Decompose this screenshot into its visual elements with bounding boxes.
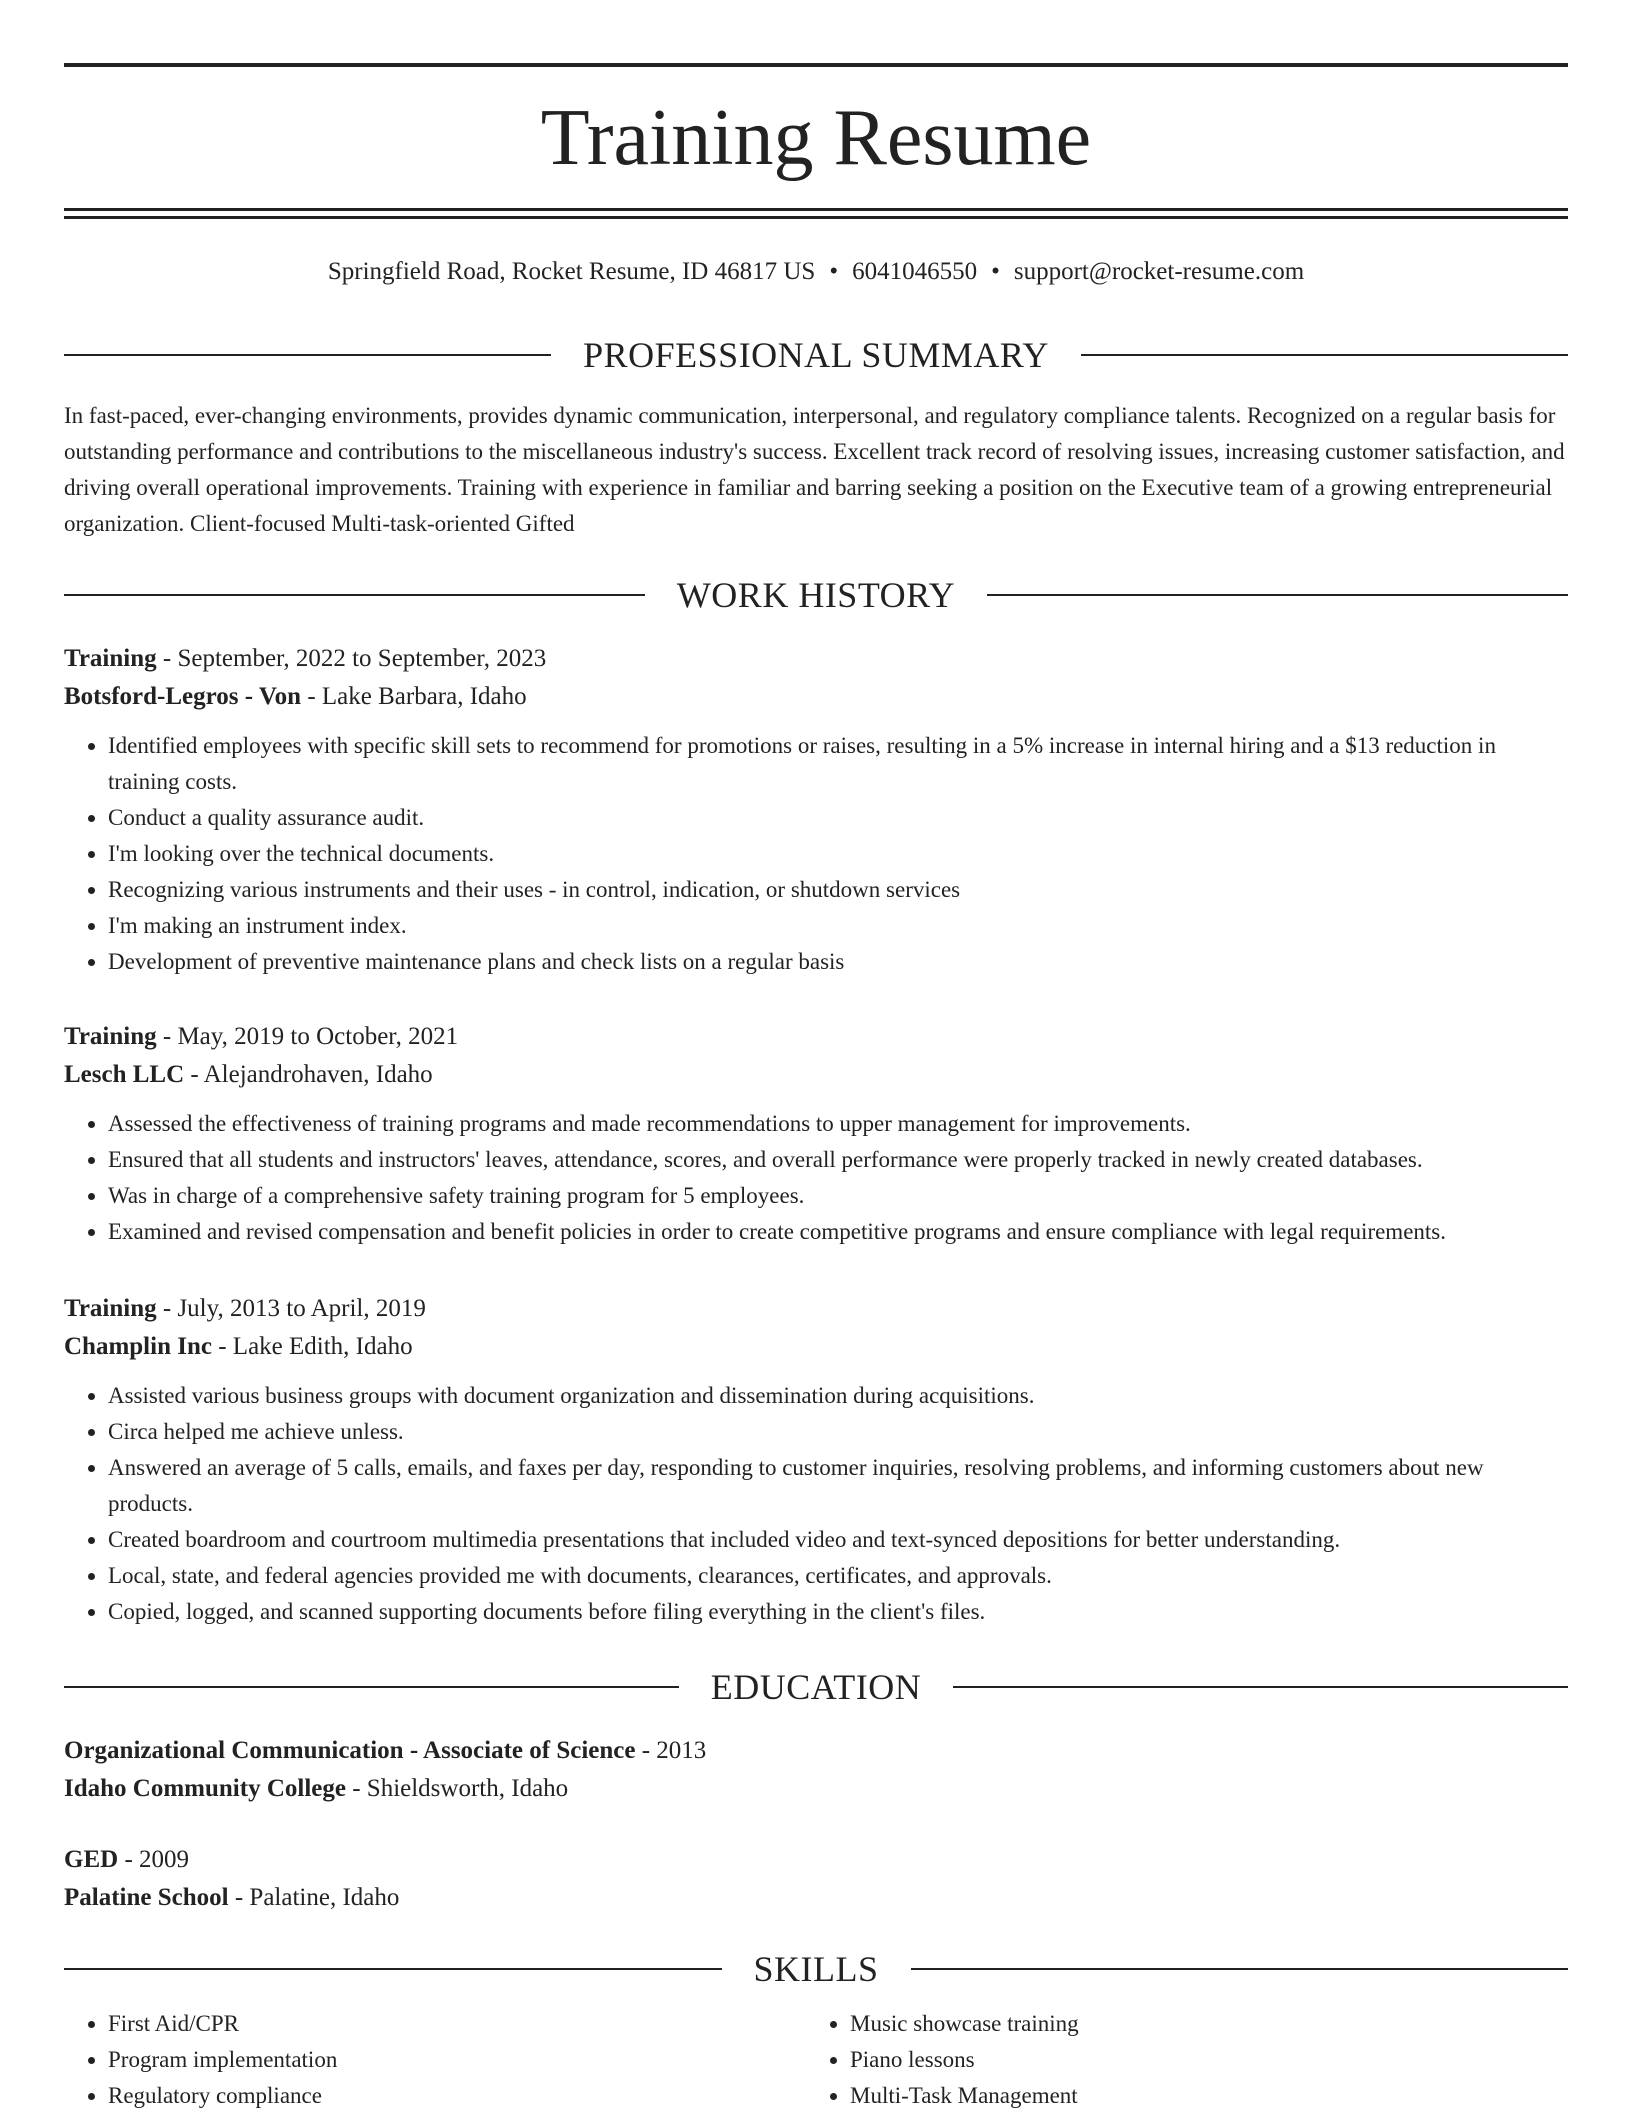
- list-item: • Multi-Task Management: [850, 2078, 1548, 2114]
- list-item: • Piano lessons: [850, 2042, 1548, 2078]
- list-item: • Created boardroom and courtroom multimedia presentations that included video and text-synced depositions for better understanding.: [108, 1522, 1568, 1558]
- education-degree-line: [64, 1841, 1568, 1879]
- education-degree: Organizational Communication - Associate of Science: [64, 1737, 636, 1764]
- job-company: Champlin Inc: [64, 1333, 212, 1360]
- summary-text: In fast-paced, ever-changing environments, provides dynamic communication, interpersonal, and regulatory compliance talents. Recognized on a regular basis for outstanding performance and contributions to the miscellaneous industry's success. Excellent track record of resolving issues, increasing customer satisfaction, and driving overall operational improvements. Training with experience in familiar and barring seeking a position on the Executive team of a growing entrepreneurial organization. Client-focused Multi-task-oriented Gifted: [64, 403, 1565, 536]
- list-item: • Regulatory compliance: [108, 2078, 806, 2114]
- list-item: • Copied, logged, and scanned supporting documents before filing everything in the client's files.: [108, 1594, 1568, 1630]
- section-heading-summary: [64, 333, 1568, 377]
- job-company-line: [64, 1056, 1568, 1094]
- education-entry: [64, 1841, 1568, 1917]
- skills-grid: [64, 2006, 1568, 2114]
- job-dates: - July, 2013 to April, 2019: [156, 1295, 426, 1322]
- section-heading-education: [64, 1665, 1568, 1709]
- list-item: • Examined and revised compensation and benefit policies in order to create competitive programs and ensure compliance with legal requirements.: [108, 1214, 1568, 1250]
- job-title: Training: [64, 645, 157, 672]
- list-item: • Answered an average of 5 calls, emails, and faxes per day, responding to customer inquiries, resolving problems, and informing customers about new products.: [108, 1450, 1568, 1522]
- list-item: • Local, state, and federal agencies provided me with documents, clearances, certificates, and approvals.: [108, 1558, 1568, 1594]
- education-entry: [64, 1732, 1568, 1808]
- contact-separator: •: [829, 258, 839, 285]
- job-company: Botsford-Legros - Von: [64, 683, 302, 710]
- job-location: - Alejandrohaven, Idaho: [184, 1061, 433, 1088]
- list-item: • Circa helped me achieve unless.: [108, 1414, 1568, 1450]
- resume-title: Training Resume: [540, 94, 1092, 182]
- list-item: • Identified employees with specific skill sets to recommend for promotions or raises, resulting in a 5% increase in internal hiring and a $13 reduction in training costs.: [108, 728, 1568, 800]
- list-item: • Music showcase training: [850, 2006, 1548, 2042]
- section-title: PROFESSIONAL SUMMARY: [583, 335, 1049, 375]
- contact-separator: •: [991, 258, 1000, 285]
- list-item: • Program implementation: [108, 2042, 806, 2078]
- education-school: Idaho Community College: [64, 1775, 346, 1802]
- job-title-line: [64, 1290, 1568, 1328]
- job-company-line: [64, 678, 1568, 716]
- job-title: Training: [64, 1023, 157, 1050]
- skills-column-left: [64, 2006, 806, 2114]
- section-title: SKILLS: [753, 1949, 879, 1989]
- contact-email: support@rocket-resume.com: [1013, 258, 1305, 285]
- job-bullets: [64, 1378, 1568, 1630]
- education-degree-line: [64, 1732, 1568, 1770]
- education-school: Palatine School: [64, 1884, 229, 1911]
- skills-column-right: [806, 2006, 1548, 2114]
- job-entry: [64, 1018, 1568, 1250]
- list-item: • Development of preventive maintenance plans and check lists on a regular basis: [108, 944, 1568, 980]
- top-rule: [64, 63, 1568, 67]
- title-double-rule: [64, 208, 1568, 218]
- list-item: • Conduct a quality assurance audit.: [108, 800, 1568, 836]
- education-school-line: [64, 1879, 1568, 1917]
- contact-phone: 6041046550: [852, 258, 978, 285]
- contact-address: Springfield Road, Rocket Resume, ID 46817 US: [327, 258, 816, 285]
- contact-line: [64, 254, 1568, 290]
- job-bullets: [64, 1106, 1568, 1250]
- list-item: • First Aid/CPR: [108, 2006, 806, 2042]
- list-item: • Recognizing various instruments and their uses - in control, indication, or shutdown services: [108, 872, 1568, 908]
- list-item: • Assessed the effectiveness of training programs and made recommendations to upper management for improvements.: [108, 1106, 1568, 1142]
- education-school-line: [64, 1770, 1568, 1808]
- list-item: • Ensured that all students and instructors' leaves, attendance, scores, and overall performance were properly tracked in newly created databases.: [108, 1142, 1568, 1178]
- job-title-line: [64, 640, 1568, 678]
- job-title: Training: [64, 1295, 157, 1322]
- list-item: • Assisted various business groups with document organization and dissemination during acquisitions.: [108, 1378, 1568, 1414]
- job-dates: - May, 2019 to October, 2021: [156, 1023, 459, 1050]
- education-location: - Shieldsworth, Idaho: [345, 1775, 569, 1802]
- education-location: - Palatine, Idaho: [228, 1884, 400, 1911]
- job-dates: - September, 2022 to September, 2023: [156, 645, 547, 672]
- job-location: - Lake Barbara, Idaho: [301, 683, 527, 710]
- job-location: - Lake Edith, Idaho: [211, 1333, 413, 1360]
- job-title-line: [64, 1018, 1568, 1056]
- education-degree: GED: [64, 1846, 119, 1873]
- list-item: • Was in charge of a comprehensive safety training program for 5 employees.: [108, 1178, 1568, 1214]
- education-year: - 2009: [118, 1846, 190, 1873]
- section-title: EDUCATION: [710, 1667, 922, 1707]
- job-bullets: [64, 728, 1568, 980]
- education-year: - 2013: [635, 1737, 707, 1764]
- section-heading-work-history: [64, 573, 1568, 617]
- list-item: • I'm looking over the technical documents.: [108, 836, 1568, 872]
- job-company: Lesch LLC: [64, 1061, 185, 1088]
- list-item: • I'm making an instrument index.: [108, 908, 1568, 944]
- section-title: WORK HISTORY: [676, 575, 956, 615]
- job-entry: [64, 1290, 1568, 1630]
- job-company-line: [64, 1328, 1568, 1366]
- section-heading-skills: [64, 1947, 1568, 1991]
- job-entry: [64, 640, 1568, 980]
